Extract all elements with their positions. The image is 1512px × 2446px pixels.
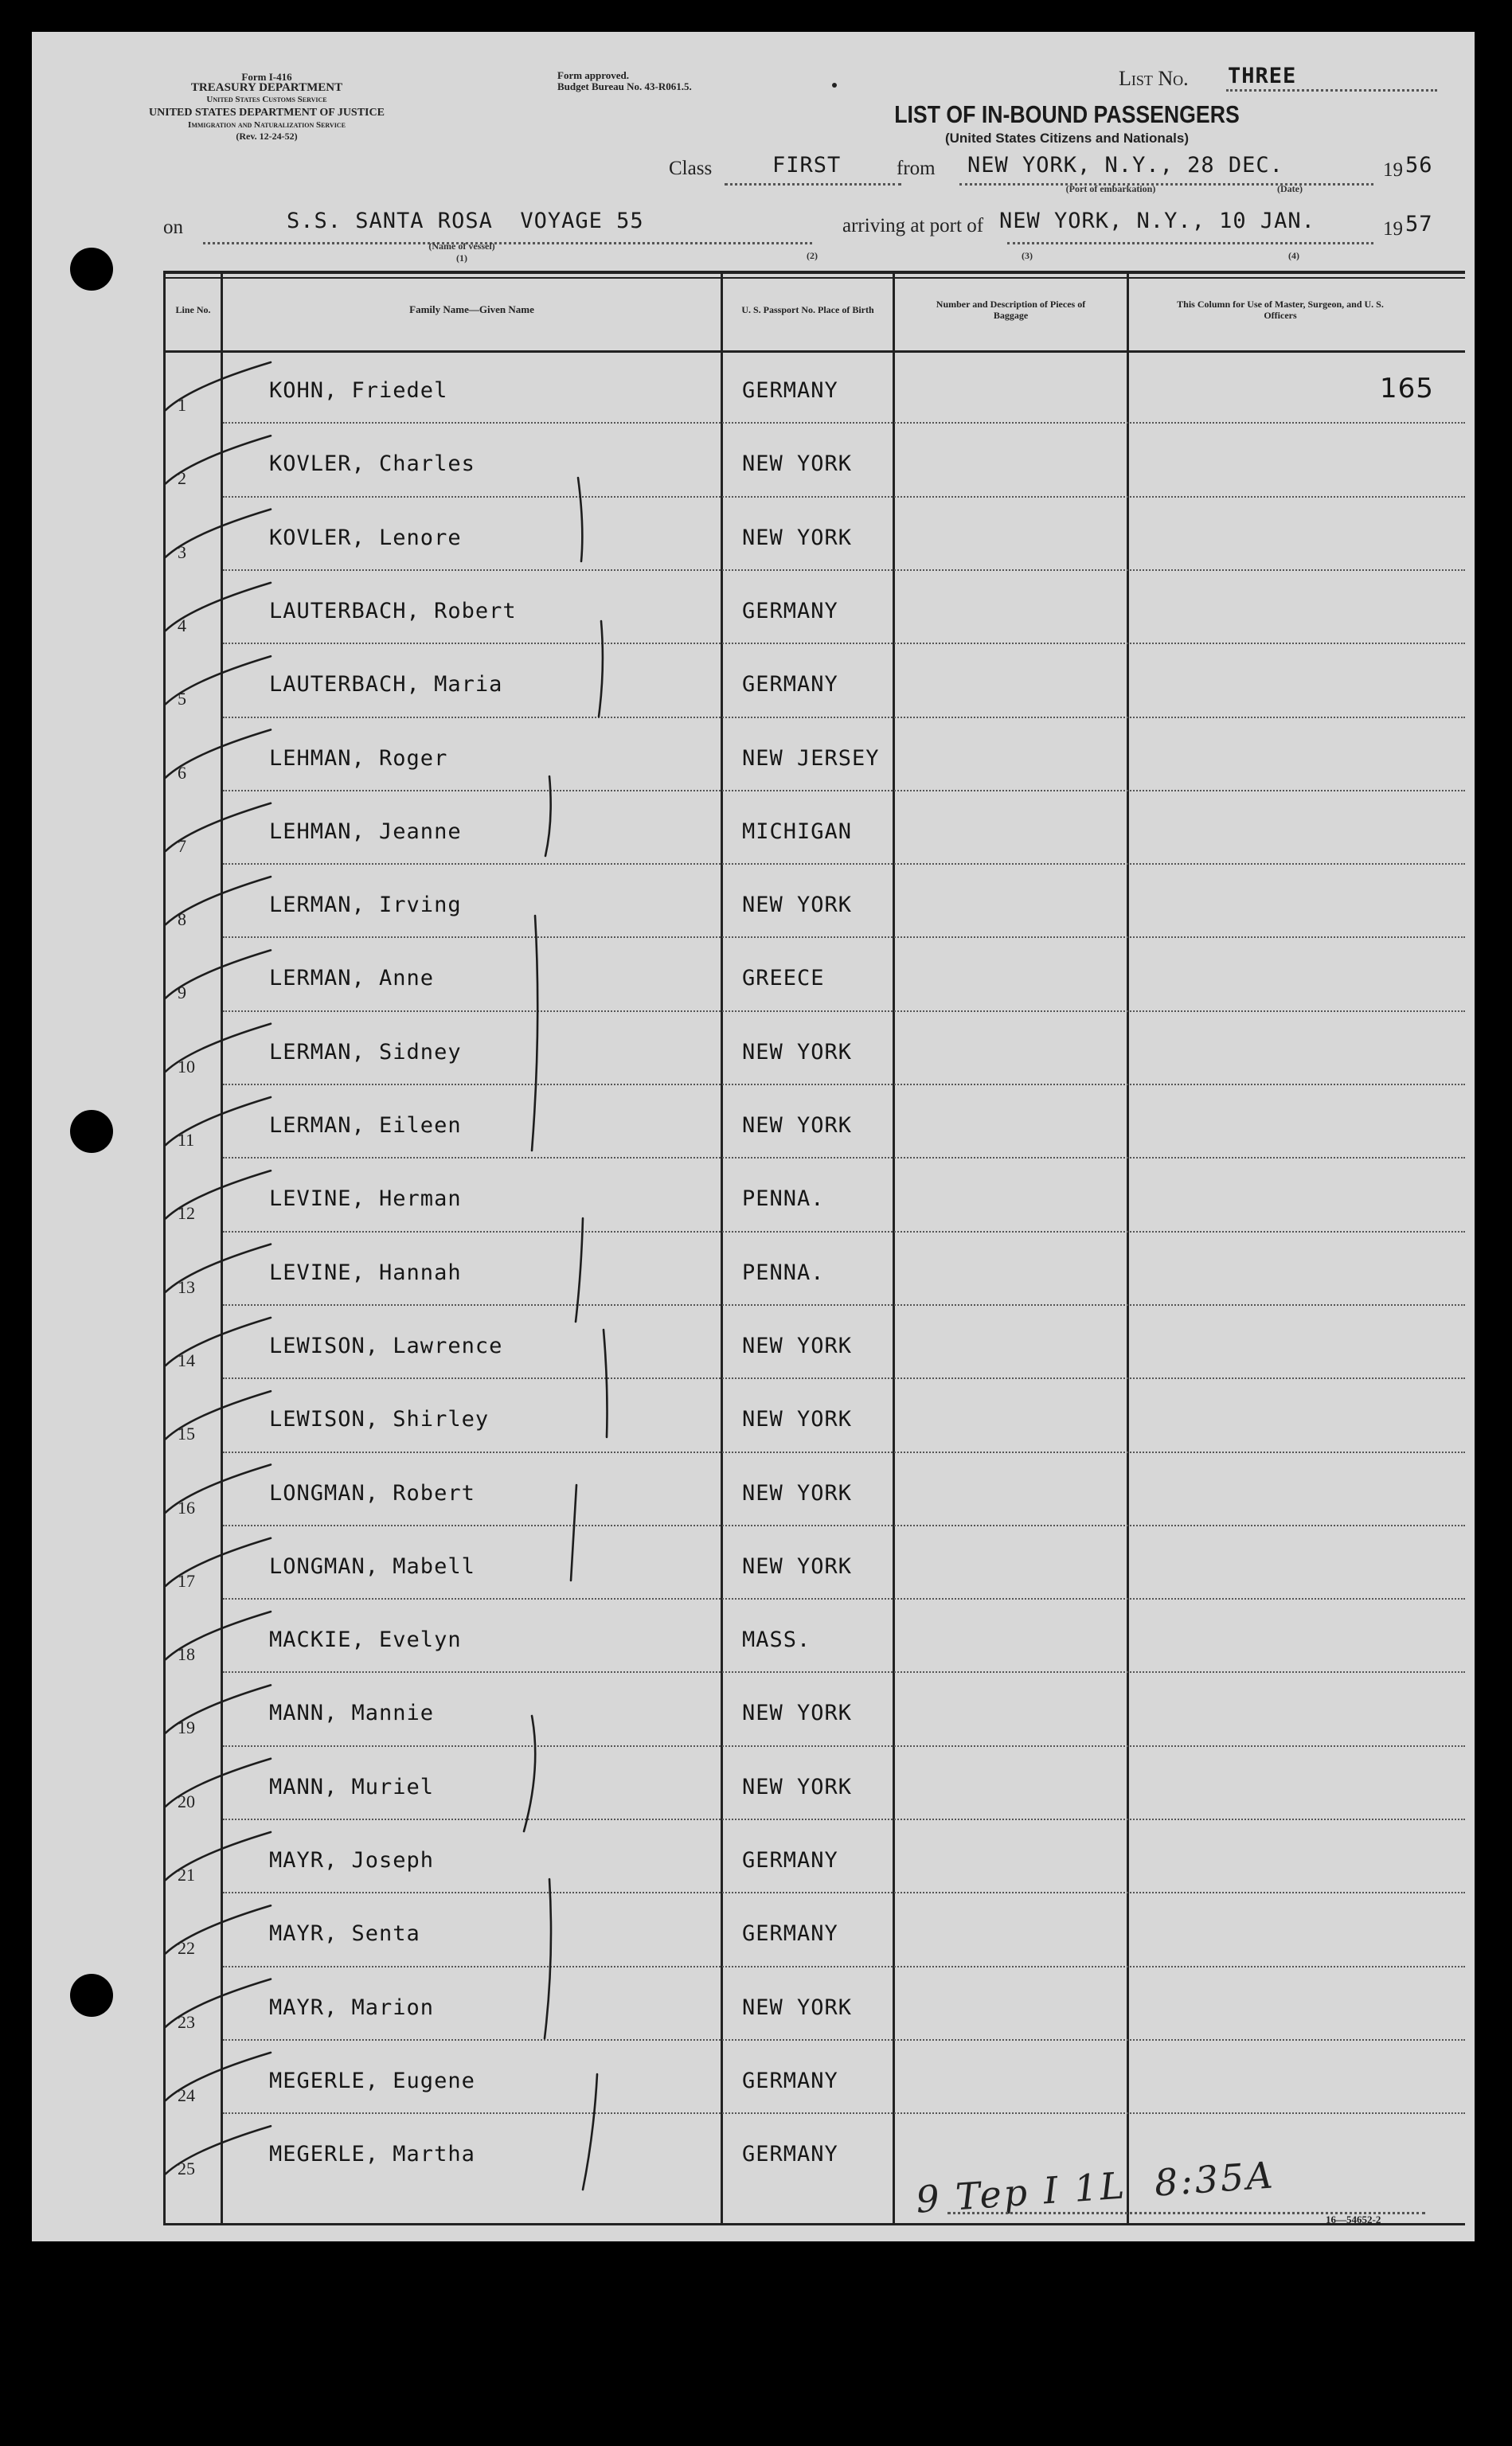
check-mark	[166, 1465, 271, 1513]
bracket-longman	[571, 1485, 576, 1581]
row-line-number: 18	[178, 1644, 195, 1665]
row-line-number: 20	[178, 1791, 195, 1811]
place-of-birth: NEW YORK	[742, 1039, 853, 1065]
check-mark	[166, 950, 271, 998]
header-officers: This Column for Use of Master, Surgeon, and U. S. Officers	[1177, 299, 1384, 321]
on-label: on	[163, 217, 183, 238]
check-mark	[166, 1391, 271, 1439]
place-of-birth: GREECE	[742, 966, 825, 991]
passenger-name: LERMAN, Sidney	[269, 1039, 462, 1065]
place-of-birth: NEW YORK	[742, 893, 853, 918]
row-line-number: 12	[178, 1203, 195, 1224]
header-name: Family Name—Given Name	[409, 303, 534, 315]
passenger-name: MAYR, Senta	[269, 1921, 420, 1947]
place-of-birth: GERMANY	[742, 1921, 838, 1947]
check-mark	[166, 583, 271, 631]
row-line-number: 15	[178, 1424, 195, 1444]
check-mark	[166, 2053, 271, 2100]
vessel-caption: (Name of vessel) (1)	[428, 240, 495, 264]
place-of-birth: NEW YORK	[742, 1333, 853, 1358]
bracket-levine	[576, 1218, 583, 1322]
passenger-name: LONGMAN, Robert	[269, 1480, 475, 1506]
passenger-name: LERMAN, Irving	[269, 893, 462, 918]
passenger-name: LONGMAN, Mabell	[269, 1553, 475, 1579]
place-of-birth: NEW YORK	[742, 1553, 853, 1579]
check-mark	[166, 1759, 271, 1807]
row-line-number: 2	[178, 468, 186, 489]
row-line-number: 13	[178, 1276, 195, 1297]
passenger-name: KOVLER, Lenore	[269, 525, 462, 550]
treasury-dept: TREASURY DEPARTMENT	[190, 81, 343, 94]
place-of-birth: NEW YORK	[742, 1995, 853, 2020]
check-mark	[166, 1979, 271, 2027]
place-of-birth: GERMANY	[742, 1848, 838, 1873]
passenger-name: LAUTERBACH, Robert	[269, 598, 517, 623]
punch-hole-middle	[70, 1110, 113, 1153]
check-mark	[166, 1832, 271, 1880]
check-mark	[166, 1024, 271, 1072]
check-mark	[166, 803, 271, 851]
punch-hole-top	[70, 248, 113, 291]
date-caption: (Date)	[1277, 183, 1303, 194]
passenger-name: LERMAN, Eileen	[269, 1113, 462, 1138]
row-line-number: 21	[178, 1865, 195, 1885]
check-mark	[166, 362, 271, 410]
check-mark	[166, 1612, 271, 1659]
passenger-name: MACKIE, Evelyn	[269, 1627, 462, 1653]
passenger-name: LEVINE, Herman	[269, 1186, 462, 1212]
form-id: Form I-416	[241, 71, 292, 83]
check-mark	[166, 1538, 271, 1586]
row-line-number: 19	[178, 1717, 195, 1738]
place-of-birth: MICHIGAN	[742, 819, 853, 844]
check-mark	[166, 1170, 271, 1218]
check-mark	[166, 2126, 271, 2174]
place-of-birth: GERMANY	[742, 598, 838, 623]
bracket-lehman	[545, 776, 551, 856]
handwritten-inspection-note: 9 Tep I 1L 8:35A	[914, 2153, 1277, 2221]
place-of-birth: GERMANY	[742, 2142, 838, 2167]
row-line-number: 4	[178, 615, 186, 635]
passenger-name: MAYR, Joseph	[269, 1848, 435, 1873]
place-of-birth: NEW YORK	[742, 1113, 853, 1138]
from-year: 56	[1405, 153, 1433, 178]
punch-hole-bottom	[70, 1974, 113, 2017]
row-line-number: 25	[178, 2159, 195, 2179]
passenger-name: MANN, Mannie	[269, 1701, 435, 1726]
check-mark	[166, 877, 271, 924]
header-passport: U. S. Passport No. Place of Birth	[741, 304, 874, 315]
place-of-birth: NEW YORK	[742, 1701, 853, 1726]
arrival-value: NEW YORK, N.Y., 10 JAN.	[999, 209, 1315, 233]
row-line-number: 16	[178, 1497, 195, 1518]
row-line-number: 10	[178, 1056, 195, 1076]
row-line-number: 14	[178, 1350, 195, 1370]
caption-2: (2)	[807, 250, 818, 261]
arrival-year: 57	[1405, 212, 1433, 236]
rev-date: (Rev. 12-24-52)	[236, 131, 298, 142]
bracket-lauterbach	[599, 621, 603, 717]
caption-3: (3)	[1022, 250, 1033, 261]
passenger-name: LEVINE, Hannah	[269, 1260, 462, 1285]
manifest-sheet	[32, 32, 1475, 2241]
row-line-number: 3	[178, 541, 186, 562]
row-line-number: 1	[178, 395, 186, 415]
passenger-name: LEWISON, Shirley	[269, 1407, 490, 1432]
check-mark	[166, 1244, 271, 1292]
passenger-name: LAUTERBACH, Maria	[269, 672, 503, 697]
passenger-name: MEGERLE, Eugene	[269, 2068, 475, 2093]
row-line-number: 9	[178, 983, 186, 1003]
footer-code: 16—54652-2	[1326, 2214, 1381, 2225]
officer-note: 165	[1380, 373, 1434, 404]
row-line-number: 17	[178, 1570, 195, 1591]
place-of-birth: MASS.	[742, 1627, 811, 1653]
list-no-label: List No.	[1119, 67, 1189, 90]
place-of-birth: GERMANY	[742, 672, 838, 697]
place-of-birth: NEW YORK	[742, 525, 853, 550]
header-line-no: Line No.	[175, 304, 211, 315]
bracket-lerman	[532, 916, 537, 1151]
check-mark	[166, 436, 271, 483]
form-approved: Form approved. Budget Bureau No. 43-R061.5.	[557, 69, 692, 92]
caption-4: (4)	[1288, 250, 1299, 261]
passenger-name: MAYR, Marion	[269, 1995, 435, 2020]
check-mark	[166, 730, 271, 778]
place-of-birth: GERMANY	[742, 2068, 838, 2093]
check-mark	[166, 1905, 271, 1953]
bracket-mayr	[545, 1879, 551, 2038]
vessel-name: S.S. SANTA ROSA VOYAGE 55	[287, 209, 644, 233]
bracket-kovler	[578, 478, 582, 561]
row-line-number: 5	[178, 689, 186, 709]
passenger-name: LEWISON, Lawrence	[269, 1333, 503, 1358]
row-line-number: 23	[178, 2011, 195, 2032]
passenger-name: LEHMAN, Jeanne	[269, 819, 462, 844]
place-of-birth: PENNA.	[742, 1260, 825, 1285]
place-of-birth: NEW YORK	[742, 451, 853, 477]
row-line-number: 6	[178, 762, 186, 783]
customs-service: United States Customs Service	[206, 95, 327, 104]
class-label: Class	[669, 158, 713, 179]
page-subtitle: (United States Citizens and Nationals)	[944, 131, 1190, 146]
bracket-lewison	[604, 1330, 608, 1437]
passenger-name: LEHMAN, Roger	[269, 745, 448, 771]
port-embarkation-caption: (Port of embarkation)	[1065, 183, 1156, 194]
check-mark	[166, 656, 271, 704]
row-line-number: 11	[178, 1130, 195, 1150]
passenger-name: LERMAN, Anne	[269, 966, 435, 991]
from-value: NEW YORK, N.Y., 28 DEC.	[967, 153, 1283, 178]
arrival-year-prefix: 19	[1383, 218, 1403, 240]
header-baggage: Number and Description of Pieces of Baggage	[936, 299, 1086, 321]
row-line-number: 7	[178, 835, 186, 856]
passenger-name: MEGERLE, Martha	[269, 2142, 475, 2167]
check-mark	[166, 1097, 271, 1145]
handwritten-marks	[32, 32, 1475, 2241]
from-year-prefix: 19	[1383, 159, 1403, 181]
row-line-number: 8	[178, 909, 186, 930]
passenger-name: MANN, Muriel	[269, 1774, 435, 1799]
check-mark	[166, 510, 271, 557]
place-of-birth: NEW YORK	[742, 1480, 853, 1506]
ins-service: Immigration and Naturalization Service	[188, 120, 346, 130]
arriving-label: arriving at port of	[842, 215, 984, 236]
place-of-birth: NEW YORK	[742, 1407, 853, 1432]
place-of-birth: PENNA.	[742, 1186, 825, 1212]
passenger-name: KOVLER, Charles	[269, 451, 475, 477]
place-of-birth: GERMANY	[742, 378, 838, 403]
bracket-mann	[524, 1716, 535, 1831]
list-no-value: THREE	[1228, 64, 1297, 88]
passenger-name: KOHN, Friedel	[269, 378, 448, 403]
bracket-megerle	[583, 2074, 597, 2190]
from-label: from	[897, 158, 936, 179]
place-of-birth: NEW YORK	[742, 1774, 853, 1799]
justice-dept: UNITED STATES DEPARTMENT OF JUSTICE	[149, 107, 385, 119]
check-mark	[166, 1685, 271, 1733]
place-of-birth: NEW JERSEY	[742, 745, 880, 771]
page-title: LIST OF IN-BOUND PASSENGERS	[894, 100, 1240, 128]
row-line-number: 24	[178, 2085, 195, 2105]
check-mark	[166, 1318, 271, 1366]
row-line-number: 22	[178, 1938, 195, 1959]
class-value: FIRST	[772, 153, 842, 178]
